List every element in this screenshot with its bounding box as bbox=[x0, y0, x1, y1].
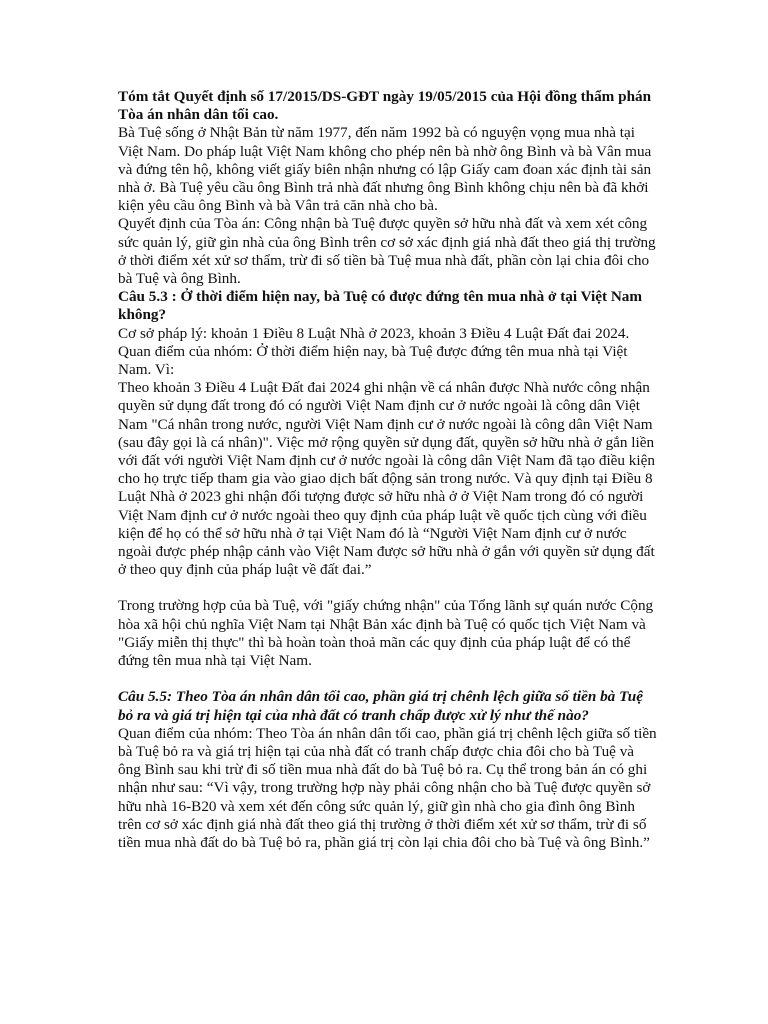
paragraph-spacer bbox=[118, 670, 658, 688]
case-summary-paragraph: Bà Tuệ sống ở Nhật Bản từ năm 1977, đến năm 1992 bà có nguyện vọng mua nhà tại Việt Nam. Do pháp luật Việt Nam không cho phép nên bà nhờ ông Bình và bà Vân mua và đứng tên hộ, không viết giấy biên nhận nhưng có lập Giấy cam đoan xác định tài sản nhà ở. Bà Tuệ yêu cầu ông Bình trả nhà đất nhưng ông Bình không chịu nên bà đã khởi kiện yêu cầu ông Bình và bà Vân trả căn nhà cho bà. bbox=[118, 124, 652, 215]
document-title: Tóm tắt Quyết định số 17/2015/DS-GĐT ngày 19/05/2015 của Hội đồng thẩm phán Tòa án nhân dân tối cao. bbox=[118, 88, 652, 124]
question-5-5-heading: Câu 5.5: Theo Tòa án nhân dân tối cao, phần giá trị chênh lệch giữa số tiền bà Tuệ bỏ ra và giá trị hiện tại của nhà đất có tranh chấp được xử lý như thế nào? bbox=[118, 688, 643, 724]
question-5-3-legal-basis: Cơ sở pháp lý: khoản 1 Điều 8 Luật Nhà ở 2023, khoản 3 Điều 4 Luật Đất đai 2024. bbox=[118, 324, 630, 342]
question-5-3-group-view: Quan điểm của nhóm: Ở thời điểm hiện nay, bà Tuệ được đứng tên mua nhà tại Việt Nam. Vì: bbox=[118, 342, 628, 379]
question-5-3-heading: Câu 5.3 : Ở thời điểm hiện nay, bà Tuệ có được đứng tên mua nhà ở tại Việt Nam không? bbox=[118, 288, 643, 324]
document-page bbox=[118, 88, 658, 852]
question-5-5-group-view: Quan điểm của nhóm: Theo Tòa án nhân dân tối cao, phần giá trị chênh lệch giữa số tiền bà Tuệ bỏ ra và giá trị hiện tại của nhà đất có tranh chấp được chia đôi cho bà Tuệ và ông Bình sau khi trừ đi số tiền mua nhà đất do bà Tuệ bỏ ra. Cụ thể trong bản án có ghi nhận như sau: “Vì vậy, trong trường hợp này phải công nhận cho bà Tuệ được quyền sở hữu nhà 16-B20 và xem xét đến công sức quản lý, giữ gìn nhà cho gia đình ông Bình trên cơ sở xác định giá nhà đất theo giá thị trường ở thời điểm xét xử sơ thẩm, trừ đi số tiền mua nhà đất do bà Tuệ bỏ ra, phần giá trị còn lại chia đôi cho bà Tuệ và ông Bình.” bbox=[118, 724, 657, 851]
paragraph-spacer bbox=[118, 579, 658, 597]
question-5-3-reasoning: Theo khoản 3 Điều 4 Luật Đất đai 2024 ghi nhận về cá nhân được Nhà nước công nhận quyền sử dụng đất trong đó có người Việt Nam định cư ở nước ngoài là công dân Việt Nam "Cá nhân trong nước, người Việt Nam định cư ở nước ngoài là công dân Việt Nam (sau đây gọi là cá nhân)". Việc mở rộng quyền sử dụng đất, quyền sở hữu nhà ở gắn liền với đất với người Việt Nam định cư ở nước ngoài là công dân Việt Nam đã tạo điều kiện cho họ trực tiếp tham gia vào giao dịch bất động sản trong nước. Và quy định tại Điều 8 Luật Nhà ở 2023 ghi nhận đối tượng được sở hữu nhà ở ở Việt Nam trong đó có người Việt Nam định cư ở nước ngoài theo quy định của pháp luật về quốc tịch cùng với điều kiện để họ có thể sở hữu nhà ở tại Việt Nam đó là “Người Việt Nam định cư ở nước ngoài được phép nhập cảnh vào Việt Nam được sở hữu nhà ở gắn với quyền sử dụng đất ở theo quy định của pháp luật về đất đai.” bbox=[118, 379, 655, 579]
question-5-3-conclusion: Trong trường hợp của bà Tuệ, với "giấy chứng nhận" của Tổng lãnh sự quán nước Cộng hòa xã hội chủ nghĩa Việt Nam tại Nhật Bản xác định bà Tuệ có quốc tịch Việt Nam và "Giấy miễn thị thực" thì bà hoàn toàn thoả mãn các quy định của pháp luật để có thể đứng tên mua nhà tại Việt Nam. bbox=[118, 597, 654, 670]
court-decision-paragraph: Quyết định của Tòa án: Công nhận bà Tuệ được quyền sở hữu nhà đất và xem xét công sức quản lý, giữ gìn nhà của ông Bình trên cơ sở xác định giá nhà đất theo giá thị trường ở thời điểm xét xử sơ thẩm, trừ đi số tiền bà Tuệ mua nhà đất, phần còn lại chia đôi cho bà Tuệ và ông Bình. bbox=[118, 215, 656, 288]
